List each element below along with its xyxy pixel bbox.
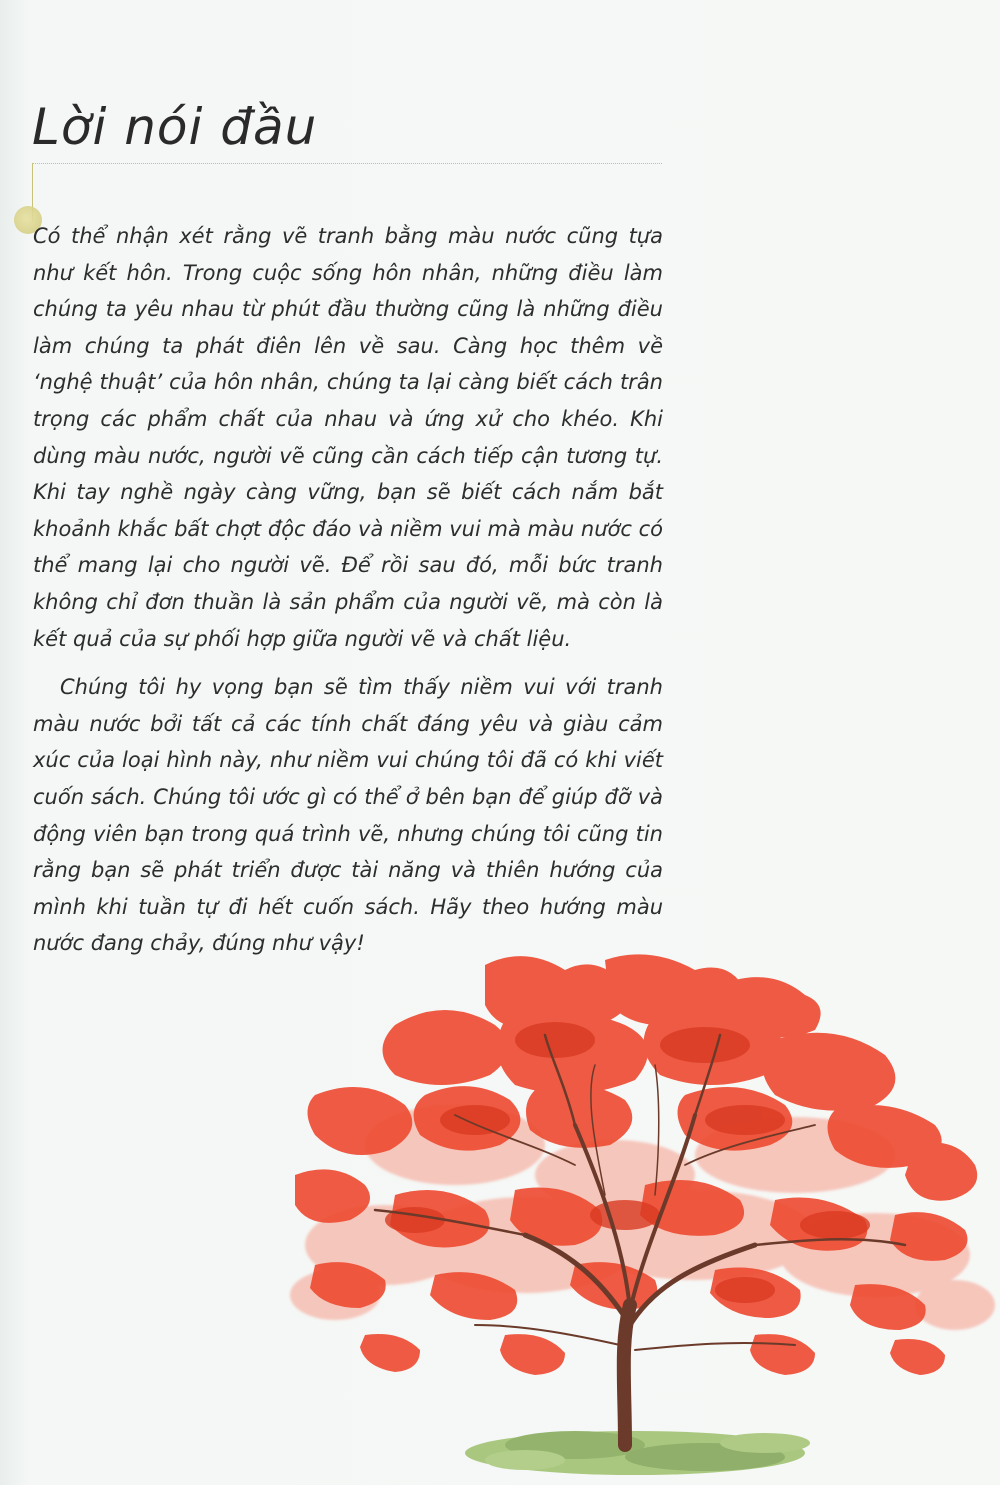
grass-patch: [465, 1431, 810, 1475]
title-underline: [32, 163, 662, 164]
preface-paragraph-2: Chúng tôi hy vọng bạn sẽ tìm thấy niềm vui với tranh màu nước bởi tất cả các tính chất đáng yêu và giàu cảm xúc của loại hình này, như niềm vui chúng tôi đã có khi viết cuốn sách. Chúng tôi ước gì có thể ở bên bạn để giúp đỡ và động viên bạn trong quá trình vẽ, nhưng chúng tôi cũng tin rằng bạn sẽ phát triển được tài năng và thiên hướng của mình khi tuần tự đi hết cuốn sách. Hãy theo hướng màu nước đang chảy, đúng như vậy!: [33, 675, 663, 956]
preface-paragraph-1: Có thể nhận xét rằng vẽ tranh bằng màu nước cũng tựa như kết hôn. Trong cuộc sống hôn nhân, những điều làm chúng ta yêu nhau từ phút đầu thường cũng là những điều làm chúng ta phát điên lên về sau. Càng học thêm về ‘nghệ thuật’ của hôn nhân, chúng ta lại càng biết cách trân trọng các phẩm chất của nhau và ứng xử cho khéo. Khi dùng màu nước, người vẽ cũng cần cách tiếp cận tương tự. Khi tay nghề ngày càng vững, bạn sẽ biết cách nắm bắt khoảnh khắc bất chợt độc đáo và niềm vui mà màu nước có thể mang lại cho người vẽ. Để rồi sau đó, mỗi bức tranh không chỉ đơn thuần là sản phẩm của người vẽ, mà còn là kết quả của sự phối hợp giữa người vẽ và chất liệu.: [33, 224, 663, 651]
watercolor-red-tree-illustration: [275, 945, 1000, 1485]
page-title: Lời nói đầu: [32, 98, 318, 156]
preface-body: [33, 218, 663, 962]
